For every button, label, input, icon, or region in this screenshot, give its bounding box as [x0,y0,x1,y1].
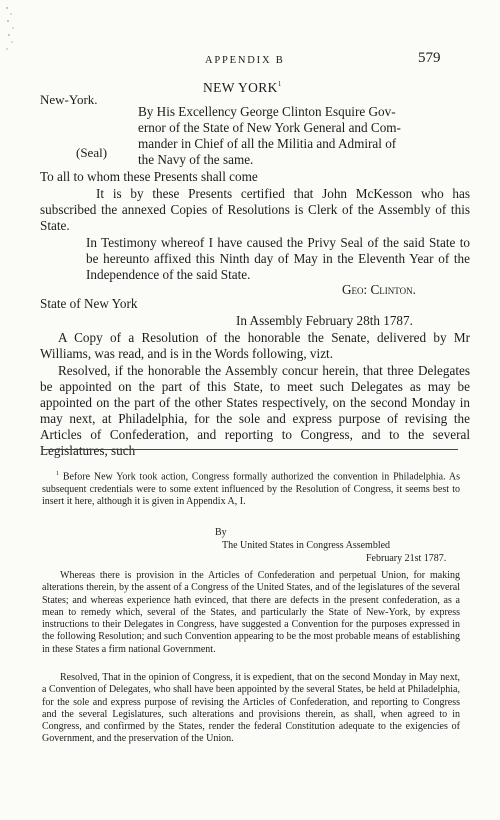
proclamation-block [138,104,468,168]
certificate-paragraph: It is by these Presents certified that John McKesson who has subscribed the annexed Copies of Resolutions is Clerk of the Assembly of this State. [40,186,470,234]
assembly-paragraph-2: Resolved, if the honorable the Assembly concur herein, that three Delegates be appointed on the part of this State, to meet such Delegates as may be appointed on the part of the other States respectively, on the second Monday in may next, at Philadelphia, for the sole and express purpose of revising the Articles of Confederation, and reporting to Congress, and to the several Legislatures, such [40,363,470,459]
running-title: APPENDIX B [205,55,285,66]
assembly-dateline: In Assembly February 28th 1787. [236,313,413,328]
state-label: State of New York [40,296,138,311]
signature: Geo: Clinton. [342,282,416,297]
footnote-ref: 1 [277,80,282,88]
proclamation-line: the Navy of the same. [138,152,254,168]
footnote-by: By [215,527,227,538]
resolved-paragraph: Resolved, That in the opinion of Congress, it is expedient, that on the second Monday in May next, a Convention of Delegates, who shall have been appointed by the several States, be held at Philadelphia, for the sole and express purpose of revising the Articles of Confederation, and reporting to Congress and the several Legislatures, such alterations and provisions therein, as shall, when agreed to in Congress, and confirmed by the States, render the federal Constitution adequate to the exigencies of Government, and the preservation of the Union. [42,672,460,745]
greeting: To all to whom these Presents shall come [40,169,258,184]
seal-label: (Seal) [76,145,108,160]
section-title-text: NEW YORK [203,80,278,95]
footnote-divider [42,449,458,450]
proclamation-line: mander in Chief of all the Militia and Admiral of [138,136,397,152]
proclamation-line: ernor of the State of New York General and Com- [138,120,401,136]
footnote-marker: 1 [56,471,59,477]
footnote-intro-text: Before New York took action, Congress formally authorized the convention in Philadelphia. As subsequent credentials were to some extent influenced by the Resolution of Congress, it seems best to insert it here, although it is given in Appendix A, I. [42,471,460,507]
testimony-paragraph: In Testimony whereof I have caused the Privy Seal of the said State to be hereunto affixed this Ninth day of May in the Eleventh Year of the Independence of the said State. [86,235,470,283]
section-title [203,80,282,96]
whereas-paragraph: Whereas there is provision in the Articles of Confederation and perpetual Union, for making alterations therein, by the assent of a Congress of the United States, and of the legislatures of the several States; and whereas experience hath evinced, that there are defects in the present confederation, as a mean to remedy which, several of the States, and particularly the State of New-York, by express instructions to their Delegates in Congress, have suggested a Convention for the purposes expressed in the following Resolution; and such Convention appearing to be the most probable means of establishing in these States a firm national Government. [42,570,460,655]
congress-heading: The United States in Congress Assembled [222,540,391,551]
congress-date: February 21st 1787. [366,553,447,564]
page-edge-specks [4,4,18,54]
footnote-intro [42,468,460,508]
margin-label: New-York. [40,92,98,107]
page-number: 579 [418,50,441,66]
proclamation-line: By His Excellency George Clinton Esquire Gov- [138,104,396,119]
assembly-paragraph-1: A Copy of a Resolution of the honorable the Senate, delivered by Mr Williams, was read, and is in the Words following, vizt. [40,330,470,362]
